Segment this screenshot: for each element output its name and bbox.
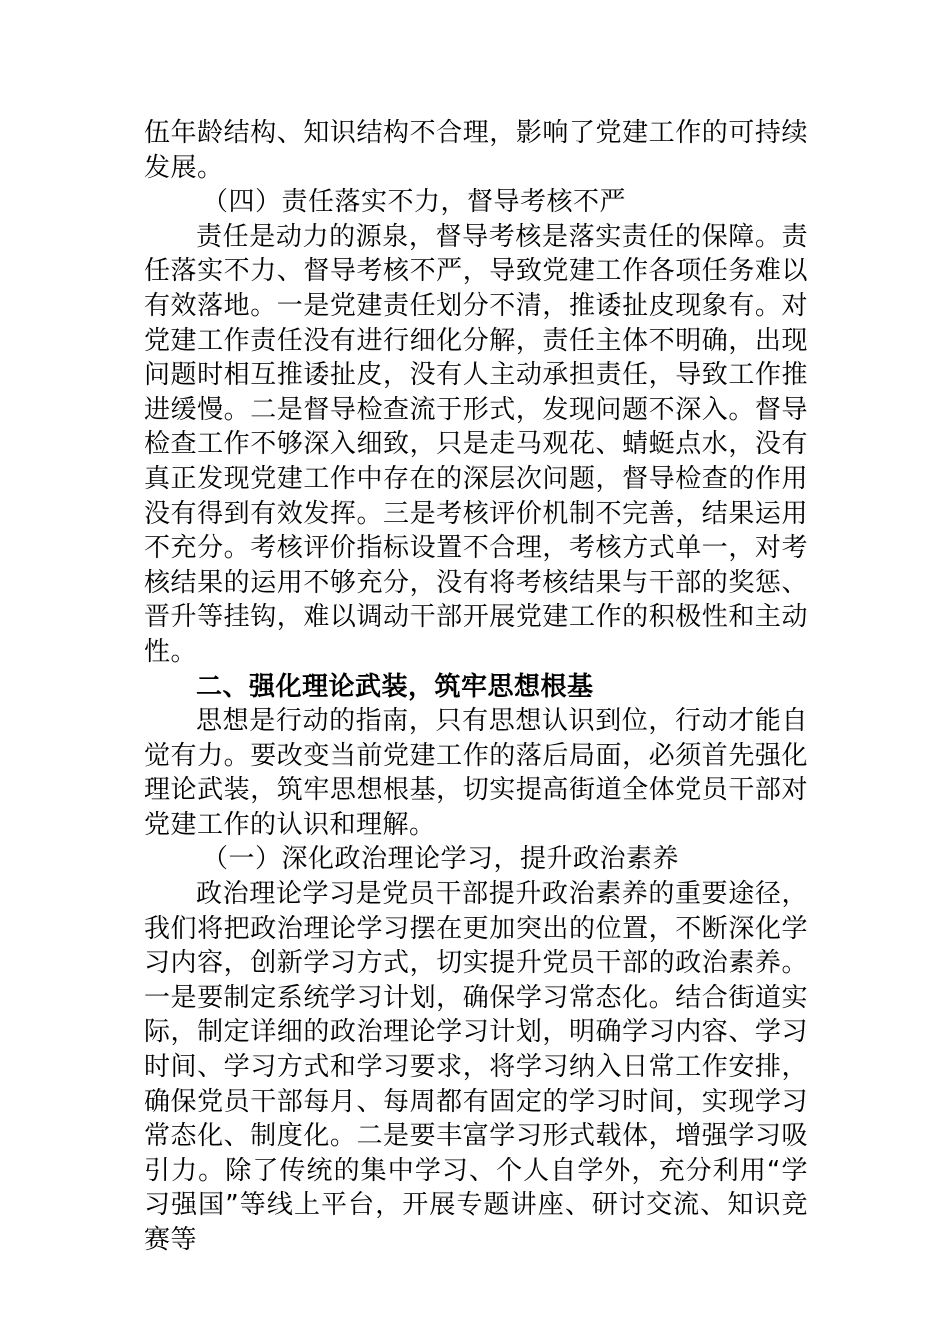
document-page	[144, 116, 808, 1258]
paragraph-theory-intro: 思想是行动的指南，只有思想认识到位，行动才能自觉有力。要改变当前党建工作的落后局面，必须首先强化理论武装，筑牢思想根基，切实提高街道全体党员干部对党建工作的认识和理解。	[144, 706, 808, 840]
subheading-responsibility: （四）责任落实不力，督导考核不严	[202, 187, 627, 218]
paragraph-responsibility: 责任是动力的源泉，督导考核是落实责任的保障。责任落实不力、督导考核不严，导致党建工作各项任务难以有效落地。一是党建责任划分不清，推诿扯皮现象有。对党建工作责任没有进行细化分解，责任主体不明确，出现问题时相互推诿扯皮，没有人主动承担责任，导致工作推进缓慢。二是督导检查流于形式，发现问题不深入。督导检查工作不够深入细致，只是走马观花、蜻蜓点水，没有真正发现党建工作中存在的深层次问题，督导检查的作用没有得到有效发挥。三是考核评价机制不完善，结果运用不充分。考核评价指标设置不合理，考核方式单一，对考核结果的运用不够充分，没有将考核结果与干部的奖惩、晋升等挂钩，难以调动干部开展党建工作的积极性和主动性。	[144, 221, 808, 667]
paragraph-continued: 伍年龄结构、知识结构不合理，影响了党建工作的可持续发展。	[144, 118, 808, 183]
subheading-political-study: （一）深化政治理论学习，提升政治素养	[202, 844, 680, 875]
paragraph-political-study: 政治理论学习是党员干部提升政治素养的重要途径，我们将把政治理论学习摆在更加突出的位置，不断深化学习内容，创新学习方式，切实提升党员干部的政治素养。一是要制定系统学习计划，确保学习常态化。结合街道实际，制定详细的政治理论学习计划，明确学习内容、学习时间、学习方式和学习要求，将学习纳入日常工作安排，确保党员干部每月、每周都有固定的学习时间，实现学习常态化、制度化。二是要丰富学习形式载体，增强学习吸引力。除了传统的集中学习、个人自学外，充分利用“学习强国”等线上平台，开展专题讲座、研讨交流、知识竞赛等	[144, 879, 808, 1255]
section-heading-theory: 二、强化理论武装，筑牢思想根基	[196, 671, 594, 702]
